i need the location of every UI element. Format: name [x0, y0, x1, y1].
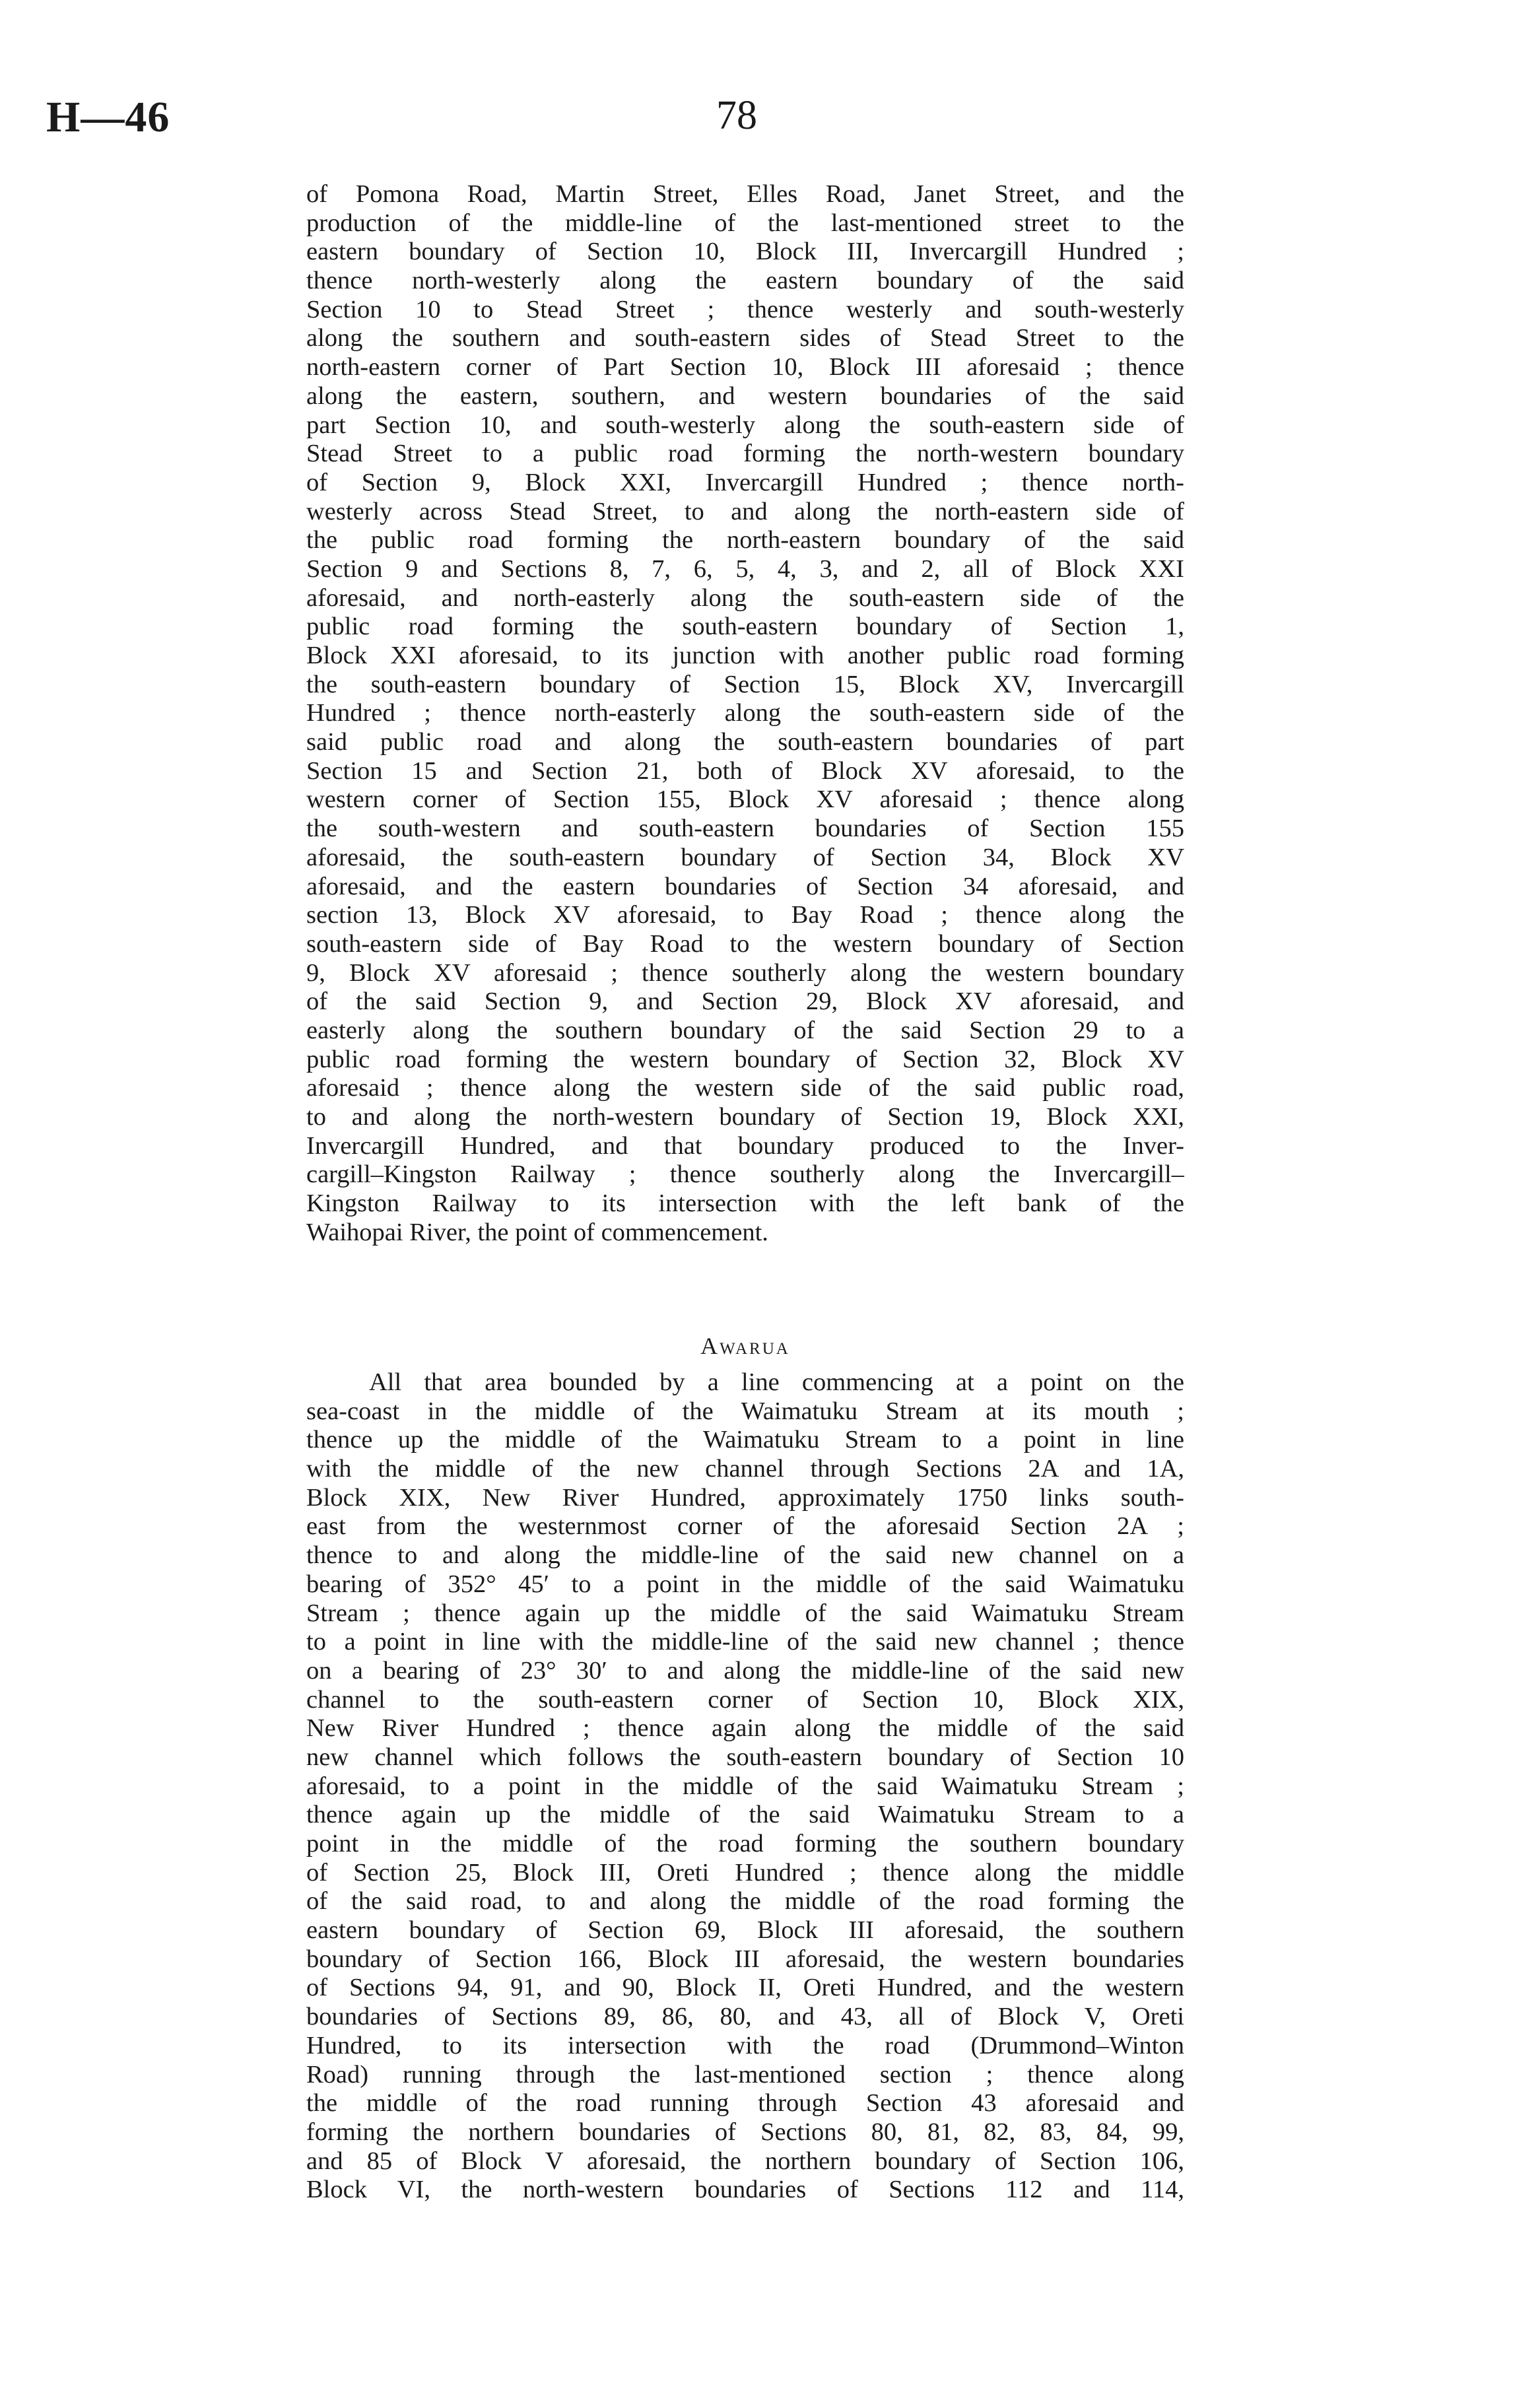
text-line: public road forming the south-eastern boundary of Section 1,	[306, 613, 1184, 641]
text-line: public road forming the western boundary of Section 32, Block XV	[306, 1045, 1184, 1073]
text-line: of the said road, to and along the middle of the road forming the	[306, 1887, 1184, 1916]
text-line: aforesaid ; thence along the western side of the said public road,	[306, 1074, 1184, 1102]
text-line: All that area bounded by a line commencing at a point on the	[369, 1368, 1184, 1396]
text-line: Section 10 to Stead Street ; thence westerly and south-westerly	[306, 295, 1184, 323]
text-line: thence up the middle of the Waimatuku Stream to a point in line	[306, 1426, 1184, 1454]
text-line: south-eastern side of Bay Road to the western boundary of Section	[306, 929, 1184, 958]
text-line: sea-coast in the middle of the Waimatuku Stream at its mouth ;	[306, 1397, 1184, 1425]
text-line: of Sections 94, 91, and 90, Block II, Oreti Hundred, and the western	[306, 1974, 1184, 2002]
page-number: 78	[716, 93, 757, 138]
text-line: east from the westernmost corner of the aforesaid Section 2A ;	[306, 1512, 1184, 1541]
text-line: Waihopai River, the point of commencement.	[306, 1218, 768, 1246]
boundary-description-paragraph	[306, 180, 1184, 1247]
text-line: aforesaid, and north-easterly along the south-eastern side of the	[306, 584, 1184, 612]
text-line: Block XIX, New River Hundred, approximately 1750 links south-	[306, 1483, 1184, 1512]
text-line: the south-eastern boundary of Section 15, Block XV, Invercargill	[306, 670, 1184, 698]
text-line: boundaries of Sections 89, 86, 80, and 43, all of Block V, Oreti	[306, 2003, 1184, 2031]
text-line: 9, Block XV aforesaid ; thence southerly along the western boundary	[306, 958, 1184, 987]
text-line: western corner of Section 155, Block XV aforesaid ; thence along	[306, 786, 1184, 814]
text-line: on a bearing of 23° 30′ to and along the middle-line of the said new	[306, 1656, 1184, 1685]
awarua-description-paragraph	[306, 1368, 1184, 2205]
text-line: thence to and along the middle-line of the said new channel on a	[306, 1541, 1184, 1570]
text-line: aforesaid, and the eastern boundaries of Section 34 aforesaid, and	[306, 872, 1184, 900]
text-line: thence again up the middle of the said Waimatuku Stream to a	[306, 1801, 1184, 1829]
text-line: the south-western and south-eastern boundaries of Section 155	[306, 815, 1184, 843]
text-line: eastern boundary of Section 69, Block III aforesaid, the southern	[306, 1916, 1184, 1945]
text-line: with the middle of the new channel through Sections 2A and 1A,	[306, 1455, 1184, 1483]
text-line: of Pomona Road, Martin Street, Elles Road, Janet Street, and the	[306, 180, 1184, 208]
text-line: said public road and along the south-eastern boundaries of part	[306, 728, 1184, 756]
text-line: Hundred, to its intersection with the road (Drummond–Winton	[306, 2031, 1184, 2059]
text-line: New River Hundred ; thence again along the middle of the said	[306, 1714, 1184, 1743]
text-line: Road) running through the last-mentioned section ; thence along	[306, 2060, 1184, 2089]
text-line: Invercargill Hundred, and that boundary produced to the Inver-	[306, 1131, 1184, 1160]
text-line: cargill–Kingston Railway ; thence southerly along the Invercargill–	[306, 1160, 1184, 1189]
text-line: boundary of Section 166, Block III aforesaid, the western boundaries	[306, 1945, 1184, 1973]
text-line: point in the middle of the road forming the southern boundary	[306, 1830, 1184, 1857]
text-line: to a point in line with the middle-line of the said new channel ; thence	[306, 1628, 1184, 1656]
text-line: Block XXI aforesaid, to its junction with another public road forming	[306, 642, 1184, 669]
text-line: of Section 25, Block III, Oreti Hundred ; thence along the middle	[306, 1858, 1184, 1887]
text-line: part Section 10, and south-westerly along the south-eastern side of	[306, 411, 1184, 439]
text-line: production of the middle-line of the last-mentioned street to the	[306, 209, 1184, 237]
text-line: to and along the north-western boundary of Section 19, Block XXI,	[306, 1103, 1184, 1131]
text-line: Hundred ; thence north-easterly along the south-eastern side of the	[306, 699, 1184, 727]
section-heading: Awarua	[700, 1333, 790, 1359]
text-line: Stream ; thence again up the middle of the said Waimatuku Stream	[306, 1599, 1184, 1627]
text-line: aforesaid, the south-eastern boundary of Section 34, Block XV	[306, 843, 1184, 871]
text-line: of the said Section 9, and Section 29, Block XV aforesaid, and	[306, 987, 1184, 1016]
text-line: eastern boundary of Section 10, Block III, Invercargill Hundred ;	[306, 238, 1184, 266]
text-line: the middle of the road running through Section 43 aforesaid and	[306, 2089, 1184, 2118]
text-line: Stead Street to a public road forming the north-western boundary	[306, 440, 1184, 468]
text-line: bearing of 352° 45′ to a point in the middle of the said Waimatuku	[306, 1570, 1184, 1598]
text-line: westerly across Stead Street, to and along the north-eastern side of	[306, 497, 1184, 525]
text-line: Section 9 and Sections 8, 7, 6, 5, 4, 3, and 2, all of Block XXI	[306, 554, 1184, 583]
text-line: Kingston Railway to its intersection with the left bank of the	[306, 1189, 1184, 1218]
document-id: H—46	[46, 93, 170, 141]
text-line: and 85 of Block V aforesaid, the northern boundary of Section 106,	[306, 2147, 1184, 2175]
text-line: north-eastern corner of Part Section 10, Block III aforesaid ; thence	[306, 353, 1184, 382]
text-line: easterly along the southern boundary of the said Section 29 to a	[306, 1016, 1184, 1044]
text-line: channel to the south-eastern corner of Section 10, Block XIX,	[306, 1685, 1184, 1714]
text-line: along the southern and south-eastern sides of Stead Street to the	[306, 324, 1184, 352]
text-line: the public road forming the north-eastern boundary of the said	[306, 526, 1184, 554]
text-line: section 13, Block XV aforesaid, to Bay Road ; thence along the	[306, 901, 1184, 929]
text-line: Section 15 and Section 21, both of Block XV aforesaid, to the	[306, 756, 1184, 785]
text-line: thence north-westerly along the eastern boundary of the said	[306, 267, 1184, 295]
text-line: of Section 9, Block XXI, Invercargill Hundred ; thence north-	[306, 468, 1184, 496]
text-line: forming the northern boundaries of Sections 80, 81, 82, 83, 84, 99,	[306, 2118, 1184, 2146]
text-line: new channel which follows the south-eastern boundary of Section 10	[306, 1743, 1184, 1771]
text-line: Block VI, the north-western boundaries of Sections 112 and 114,	[306, 2176, 1184, 2204]
text-line: along the eastern, southern, and western boundaries of the said	[306, 382, 1184, 410]
text-line: aforesaid, to a point in the middle of the said Waimatuku Stream ;	[306, 1772, 1184, 1800]
